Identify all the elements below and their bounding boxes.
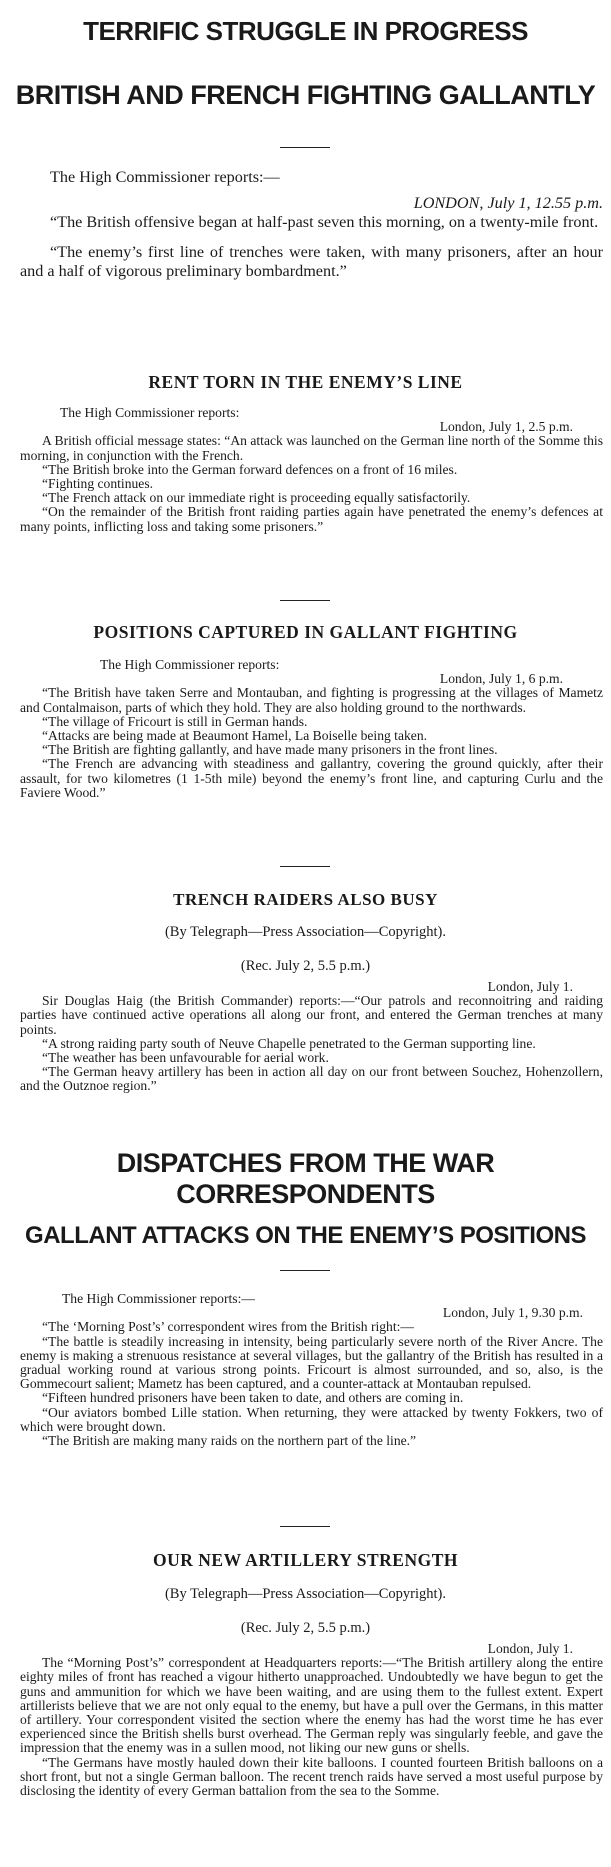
- paragraph: “The French attack on our immediate right is proceeding equally satisfactorily.: [42, 490, 471, 506]
- paragraph: “The German heavy artillery has been in action all day on our front between Souchez, Hohenzollern, and the Outznoe region.”: [20, 1064, 603, 1094]
- paragraph: “A strong raiding party south of Neuve Chapelle penetrated to the German supporting line.: [42, 1035, 536, 1051]
- paragraph: “The British broke into the German forward defences on a front of 16 miles.: [42, 461, 458, 477]
- section-heading: RENT TORN IN THE ENEMY’S LINE: [148, 372, 463, 392]
- section-block: [20, 658, 603, 800]
- paragraph: “The British offensive began at half-past seven this morning, on a twenty-mile front.: [50, 213, 599, 231]
- dateline: London, July 1.: [487, 1641, 573, 1656]
- dateline: LONDON, July 1, 12.55 p.m.: [413, 193, 603, 212]
- divider: [280, 600, 330, 601]
- divider: [280, 147, 330, 148]
- commissioner-line: The High Commissioner reports:: [60, 405, 240, 420]
- byline: (By Telegraph—Press Association—Copyright).: [164, 1586, 447, 1602]
- paragraph: “Fifteen hundred prisoners have been taken to date, and others are coming in.: [42, 1390, 464, 1406]
- divider: [280, 1270, 330, 1271]
- paragraph: “The French are advancing with steadiness and gallantry, covering the ground quickly, after their assault, for two kilometres (1 1-5th mile) beyond the enemy’s front line, and capturing Curlu and the Faviere Wood.”: [20, 756, 603, 800]
- dateline: London, July 1, 2.5 p.m.: [439, 419, 573, 435]
- main-headline: DISPATCHES FROM THE WAR CORRESPONDENTS: [116, 1148, 495, 1209]
- paragraph: “Attacks are being made at Beaumont Hamel, La Boiselle being taken.: [42, 728, 428, 744]
- intro-block: [20, 168, 603, 282]
- divider: [280, 1526, 330, 1527]
- dispatch-block: [20, 1292, 603, 1448]
- paragraph: “The British have taken Serre and Montauban, and fighting is progressing at the villages of Mametz and Contalmaison, parts of which they hold. They are also holding ground to the northwards.: [20, 685, 603, 715]
- paragraph: A British official message states: “An attack was launched on the German line north of the Somme this morning, in conjunction with the French.: [20, 433, 603, 463]
- dateline: London, July 1, 9.30 p.m.: [442, 1305, 583, 1321]
- paragraph: Sir Douglas Haig (the British Commander) reports:—“Our patrols and reconnoitring and raiding parties have continued active operations all along our front, and entered the German trenches at many points.: [20, 993, 603, 1037]
- paragraph: “The battle is steadily increasing in intensity, being particularly severe north of the River Ancre. The enemy is making a strenuous resistance at several villages, but the gallantry of the British has resulted in a gradual working round at various strong points. Fricourt is almost surrounded, and so, also, is the Gommecourt salient; Mametz has been captured, and a counter-attack at Montauban repulsed.: [20, 1333, 603, 1392]
- received-line: (Rec. July 2, 5.5 p.m.): [240, 1620, 371, 1636]
- paragraph: “The ‘Morning Post’s’ correspondent wires from the British right:—: [42, 1319, 415, 1335]
- section-heading: TRENCH RAIDERS ALSO BUSY: [173, 890, 438, 909]
- byline: (By Telegraph—Press Association—Copyright).: [164, 924, 447, 940]
- section-heading: OUR NEW ARTILLERY STRENGTH: [153, 1550, 458, 1570]
- section-block: [20, 406, 603, 534]
- dateline: London, July 1, 6 p.m.: [439, 671, 563, 687]
- paragraph: The “Morning Post’s” correspondent at Headquarters reports:—“The British artillery along the entire eighty miles of front has reached a vigour hitherto unapproached. Undoubtedly we have begun to get the guns and ammunition for which we have been waiting, and are using them to the fullest extent. Expert artillerists believe that we are not only equal to the enemy, but have a pull over the Germans, in this matter of artillery. Your correspondent visited the section where the enemy has had the worst time he has ever experienced since the British shells burst overhead. The German reply was singularly feeble, and gave the impression that the enemy was in a sullen mood, not liking our new guns or shells.: [20, 1655, 603, 1756]
- received-line: (Rec. July 2, 5.5 p.m.): [240, 958, 371, 974]
- commissioner-line: The High Commissioner reports:—: [62, 1291, 255, 1306]
- paragraph: “The Germans have mostly hauled down their kite balloons. I counted fourteen British balloons on a short front, but not a single German balloon. The recent trench raids have served a most useful purpose by disclosing the identity of every German battalion from the sea to the Somme.: [20, 1754, 603, 1799]
- paragraph: “On the remainder of the British front raiding parties again have penetrated the enemy’s defences at many points, inflicting loss and taking some prisoners.”: [20, 504, 603, 534]
- divider: [280, 866, 330, 867]
- paragraph: “Fighting continues.: [42, 476, 154, 492]
- paragraph: “The village of Fricourt is still in German hands.: [42, 713, 308, 729]
- sub-headline: BRITISH AND FRENCH FIGHTING GALLANTLY: [15, 80, 596, 110]
- paragraph: “Our aviators bombed Lille station. When returning, they were attacked by twenty Fokkers, two of which were brought down.: [20, 1404, 603, 1434]
- commissioner-line: The High Commissioner reports:—: [50, 168, 280, 186]
- paragraph: “The enemy’s first line of trenches were taken, with many prisoners, after an hour and a half of vigorous preliminary bombardment.”: [20, 242, 603, 280]
- paragraph: “The British are making many raids on the northern part of the line.”: [42, 1433, 417, 1449]
- section-heading: POSITIONS CAPTURED IN GALLANT FIGHTING: [93, 622, 518, 642]
- main-headline: TERRIFIC STRUGGLE IN PROGRESS: [83, 16, 528, 46]
- commissioner-line: The High Commissioner reports:: [100, 657, 280, 672]
- section-block: [20, 980, 603, 1094]
- paragraph: “The British are fighting gallantly, and have made many prisoners in the front lines.: [42, 742, 498, 758]
- dateline: London, July 1.: [487, 979, 573, 994]
- sub-headline: GALLANT ATTACKS ON THE ENEMY’S POSITIONS: [25, 1222, 586, 1249]
- paragraph: “The weather has been unfavourable for aerial work.: [42, 1050, 329, 1066]
- section-block: [20, 1642, 603, 1798]
